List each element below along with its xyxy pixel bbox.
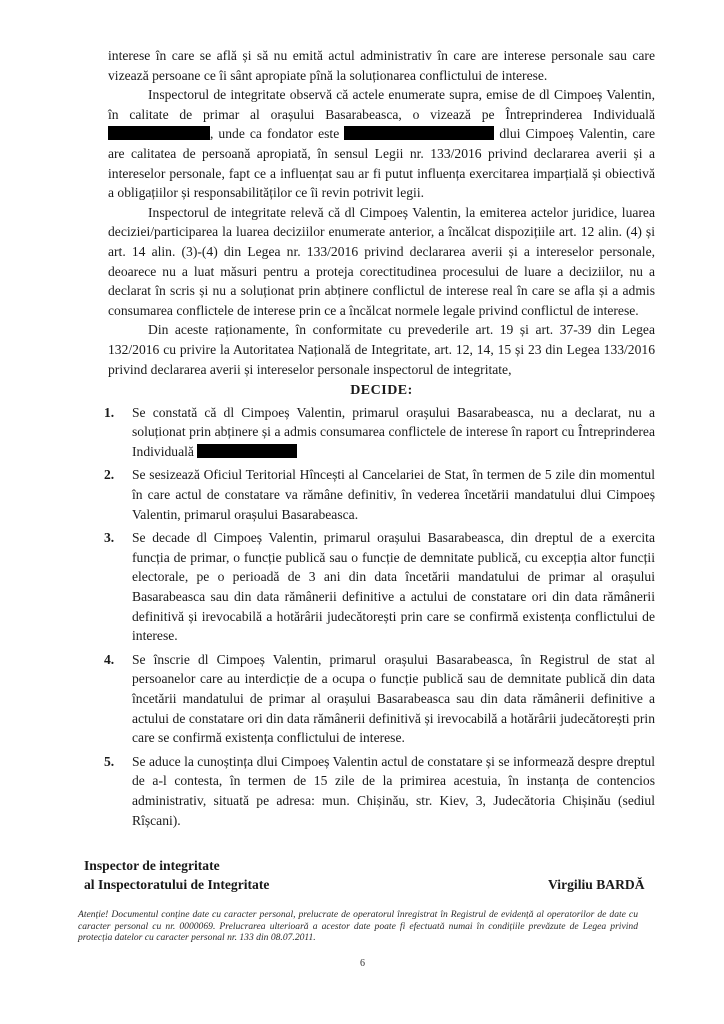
decision-item xyxy=(104,752,655,830)
decision-item-number: 4. xyxy=(104,651,115,667)
signature-name: Virgiliu BARDĂ xyxy=(548,877,645,892)
decision-item-number: 1. xyxy=(104,404,115,420)
decision-item-text: Se înscrie dl Cimpoeș Valentin, primarul orașului Basarabeasca, în Registrul de stat al persoanelor care au interdicție de a ocupa o funcție publică sau de demnitate publică din data încetării mandatului de primar al orașului Basarabeasca sau din data rămânerii definitive a actului de constatare ori din data rămânerii definitivă și irevocabilă a hotărârii judecătorești prin care se confirmă existența conflictului de interese. xyxy=(132,651,655,746)
paragraph-observation-text-c: dlui Cimpoeș Valentin, care are calitatea de persoană apropiată, în sensul Legii nr. 133/2016 privind declararea averii și a intereselor personale, fapt ce a influențat sau ar fi putut influența exercitarea imparțială și obiectivă a obligațiilor și responsabilităților ce îi revin potrivit legii. xyxy=(108,126,656,201)
signature-title xyxy=(84,856,269,894)
paragraph-legal-basis: Din aceste raționamente, în conformitate cu prevederile art. 19 și art. 37-39 din Legea 132/2016 cu privire la Autoritatea Națională de Integritate, art. 12, 14, 15 și 23 din Legea 133/2016 privind declararea averii și intereselor personale inspectorul de integritate, xyxy=(108,322,655,377)
redacted-block xyxy=(197,444,297,458)
signature-title-line1: Inspector de integritate xyxy=(84,858,220,873)
paragraph-observation xyxy=(108,85,655,203)
decision-item-text: Se decade dl Cimpoeș Valentin, primarul orașului Basarabeasca, din dreptul de a exercita funcția de primar, o funcție publică sau o funcție de demnitate publică, cu excepția altor funcții electorale, pe o perioadă de 3 ani din data încetării mandatului de primar al orașului Basarabeasca sau din data rămânerii definitive a actului de constatare ori din data rămânerii definitivă și irevocabilă a hotărârii judecătorești prin care se confirmă existența conflictului de interese. xyxy=(132,530,655,644)
decision-item xyxy=(104,465,655,524)
decision-item xyxy=(104,650,655,748)
page-number: 6 xyxy=(360,958,365,969)
redacted-block xyxy=(344,126,494,140)
document-body xyxy=(104,46,656,834)
paragraph-observation-text-a: Inspectorul de integritate observă că actele enumerate supra, emise de dl Cimpoeș Valentin, în calitate de primar al orașului Basarabeasca, o vizează pe Întreprinderea Individuală xyxy=(108,87,655,122)
decision-item xyxy=(104,528,655,646)
decision-item-text: Se aduce la cunoștința dlui Cimpoeș Valentin actul de constatare și se informează despre dreptul de a-l contesta, în termen de 15 zile de la primirea acestuia, în instanța de contencios administrativ, situată pe adresa: mun. Chișinău, str. Kiev, 3, Judecătoria Chișinău (sediul Rîșcani). xyxy=(132,753,655,828)
paragraph-continuation: interese în care se află și să nu emită actul administrativ în care are interese personale sau care vizează persoane ce îi sânt apropiate pînă la soluționarea conflictului de interese. xyxy=(108,48,655,83)
decision-item-text: Se constată că dl Cimpoeș Valentin, primarul orașului Basarabeasca, nu a declarat, nu a soluționat prin abținere și a admis consumarea conflictele de interese în raport cu Întreprinderea Individuală xyxy=(132,404,655,459)
decision-item-number: 3. xyxy=(104,530,115,546)
privacy-footnote: Atenție! Documentul conține date cu caracter personal, prelucrate de operatorul înregistrat în Registrul de evidență al operatorilor de date cu caracter personal cu nr. 0000069. Prelucrarea ulterioară a acestor date poate fi efectuată numai în condițiile prevăzute de Legea privind protecția datelor cu caracter personal nr. 133 din 08.07.2011. xyxy=(78,909,638,944)
decision-item-number: 5. xyxy=(104,753,115,769)
paragraph-finding: Inspectorul de integritate relevă că dl Cimpoeș Valentin, la emiterea actelor juridice, luarea deciziei/participarea la luarea deciziilor enumerate anterior, a încălcat dispozițiile art. 12 alin. (4) și art. 14 alin. (3)-(4) din Legea nr. 133/2016 privind declararea averii și a intereselor personale, deoarece nu a luat măsuri pentru a proteja corectitudinea procesului de luare a deciziilor, nu a declarat în scris și nu a soluționat prin abținere conflictul de interese real în care se afla și a admis consumarea conflictele de interese prin ce a încălcat normele legale privind conflictul de interese. xyxy=(108,204,655,318)
decision-list xyxy=(104,403,655,830)
signature-title-line2: al Inspectoratului de Integritate xyxy=(84,877,270,892)
decision-item xyxy=(104,403,655,462)
redacted-block xyxy=(108,126,210,140)
decide-heading: DECIDE: xyxy=(350,383,413,399)
decision-item-number: 2. xyxy=(104,467,115,483)
decision-item-text: Se sesizează Oficiul Teritorial Hîncești al Cancelariei de Stat, în termen de 5 zile din momentul în care actul de constatare va rămâne definitiv, în vederea încetării mandatului dlui Cimpoeș Valentin, primarul orașului Basarabeasca. xyxy=(132,467,655,522)
paragraph-observation-text-b: , unde ca fondator este xyxy=(210,126,340,142)
